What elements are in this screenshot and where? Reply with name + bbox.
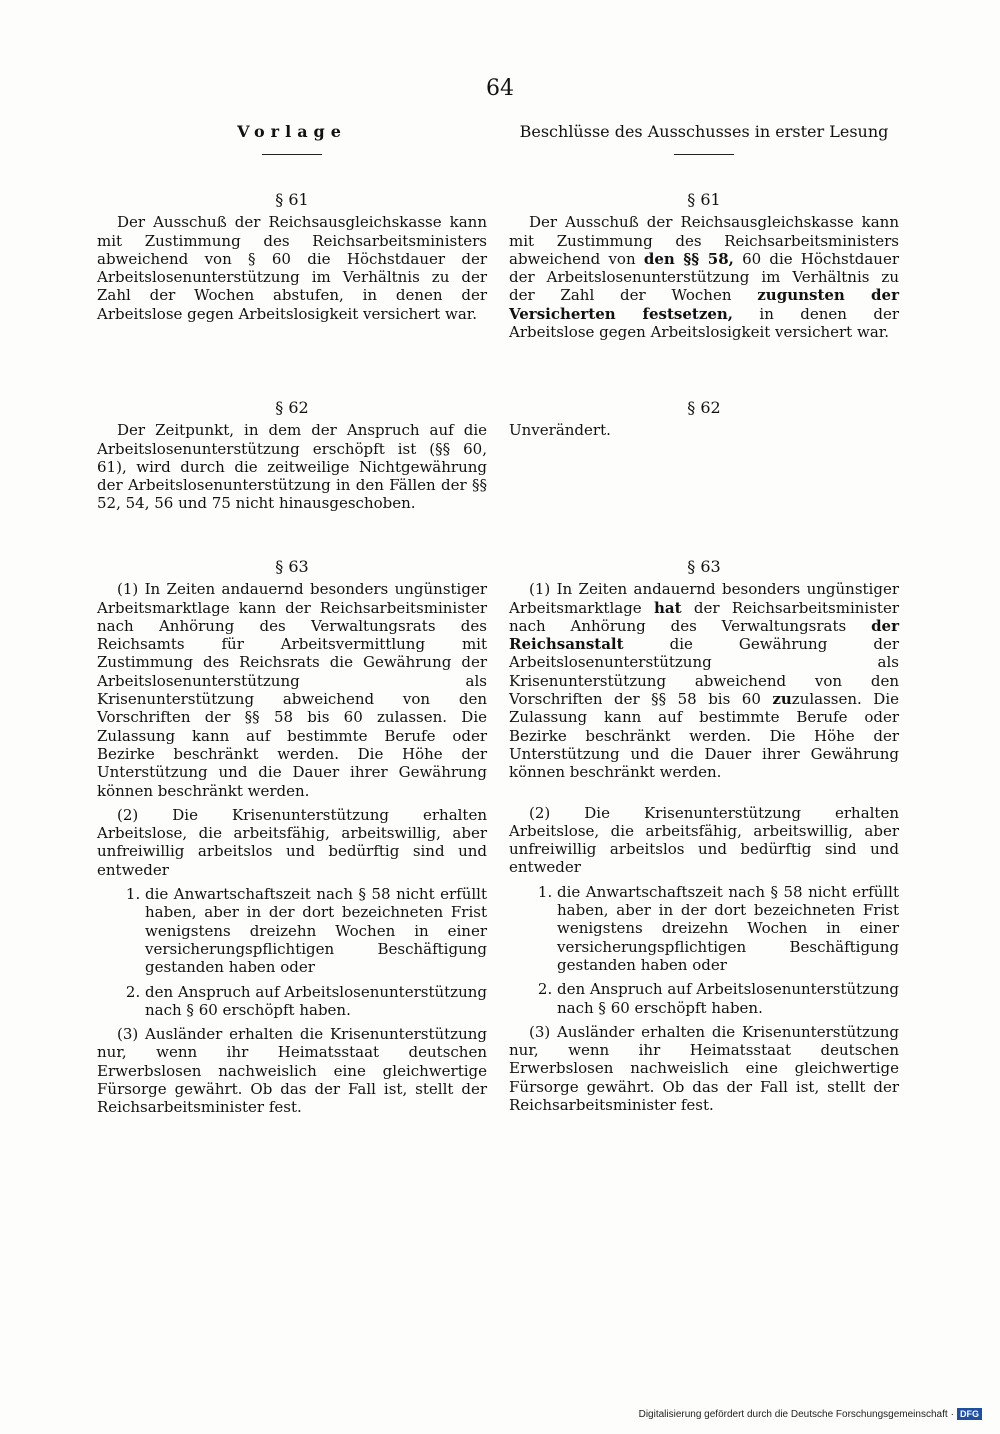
list-item-1: 1. die Anwartschaftszeit nach § 58 nicht erfüllt haben, aber in der dort bezeichneten Frist wenigstens dreizehn Wochen in einer versicherungspflichtigen Beschäftigung gestanden haben oder	[145, 885, 487, 976]
paragraph-1	[509, 580, 899, 781]
section-title: § 61	[275, 190, 309, 209]
right-column-heading: Beschlüsse des Ausschusses in erster Lesung	[519, 122, 889, 141]
paragraph-2: (2) Die Krisenunterstützung erhalten Arbeitslose, die arbeitsfähig, arbeitswillig, aber unfreiwillig arbeitslos und bedürftig sind und entweder	[509, 803, 899, 877]
right-section-61	[509, 191, 899, 347]
page-number: 64	[486, 76, 514, 101]
section-text	[509, 213, 899, 341]
text-run: (1) In Zeiten andauernd besonders ungünstiger Arbeitsmarktlage	[509, 580, 899, 617]
amended-text: der Reichsanstalt	[509, 616, 899, 654]
text-run: 60 die Höchstdauer der Arbeitslosenunterstützung im Verhältnis zu der Zahl der Wochen	[509, 249, 899, 305]
text-run: Der Ausschuß der Reichsausgleichskasse kann mit Zustimmung des Reichsarbeitsministers abweichend von	[509, 213, 899, 268]
left-section-63	[97, 558, 487, 1123]
amended-text: zu	[772, 690, 792, 709]
section-text: Der Ausschuß der Reichsausgleichskasse kann mit Zustimmung des Reichsarbeitsministers abweichend von § 60 die Höchstdauer der Arbeitslosenunterstützung im Verhältnis zu der Zahl der Wochen abstufen, in denen der Arbeitslose gegen Arbeitslosigkeit versichert war.	[97, 213, 487, 323]
right-heading-rule	[674, 154, 734, 155]
section-title: § 62	[687, 398, 721, 417]
text-run: zulassen. Die Zulassung kann auf bestimmte Berufe oder Bezirke beschränkt werden. Die Höhe der Unterstützung und die Dauer ihrer Gewährung können beschränkt werden.	[509, 690, 899, 782]
left-heading-rule	[262, 154, 322, 155]
section-title: § 63	[687, 557, 721, 576]
section-title: § 61	[687, 190, 721, 209]
footer-separator: ·	[950, 1408, 954, 1420]
amended-text: hat	[654, 598, 682, 617]
paragraph-3: (3) Ausländer erhalten die Krisenunterstützung nur, wenn ihr Heimatsstaat deutschen Erwerbslosen nachweislich eine gleichwertige Fürsorge gewährt. Ob das der Fall ist, stellt der Reichsarbeitsminister fest.	[509, 1022, 899, 1115]
text-run: der Reichsarbeitsminister nach Anhörung des Verwaltungsrats	[509, 598, 899, 635]
list-item-1: 1. die Anwartschaftszeit nach § 58 nicht erfüllt haben, aber in der dort bezeichneten Frist wenigstens dreizehn Wochen in einer versicherungspflichtigen Beschäftigung gestanden haben oder	[557, 883, 899, 974]
paragraph-3: (3) Ausländer erhalten die Krisenunterstützung nur, wenn ihr Heimatsstaat deutschen Erwerbslosen nachweislich eine gleichwertige Fürsorge gewährt. Ob das der Fall ist, stellt der Reichsarbeitsminister fest.	[97, 1025, 487, 1117]
section-title: § 63	[275, 557, 309, 576]
left-column-heading: Vorlage	[237, 122, 347, 141]
list-item-2: 2. den Anspruch auf Arbeitslosenunterstützung nach § 60 erschöpft haben.	[145, 983, 487, 1020]
digitization-footer	[639, 1408, 982, 1420]
text-run: die Gewährung der Arbeitslosenunterstützung als Krisenunterstützung abweichend von den Vorschriften der §§ 58 bis 60	[509, 635, 899, 709]
footer-text: Digitalisierung gefördert durch die Deutsche Forschungsgemeinschaft	[638, 1408, 948, 1420]
list-item-2: 2. den Anspruch auf Arbeitslosenunterstützung nach § 60 erschöpft haben.	[557, 980, 899, 1017]
right-section-63	[509, 558, 899, 1120]
paragraph-1: (1) In Zeiten andauernd besonders ungünstiger Arbeitsmarktlage kann der Reichsarbeitsminister nach Anhörung des Verwaltungsrats des Reichsamts für Arbeitsvermittlung mit Zustimmung des Reichsrats die Gewährung der Arbeitslosenunterstützung als Krisenunterstützung abweichend von den Vorschriften der §§ 58 bis 60 zulassen. Die Zulassung kann auf bestimmte Berufe oder Bezirke beschränkt werden. Die Höhe der Unterstützung und die Dauer ihrer Gewährung können beschränkt werden.	[97, 580, 487, 800]
left-section-62	[97, 399, 487, 519]
right-section-62	[509, 399, 899, 446]
section-text: Der Zeitpunkt, in dem der Anspruch auf die Arbeitslosenunterstützung erschöpft ist (§§ 60, 61), wird durch die zeitweilige Nichtgewährung der Arbeitslosenunterstützung in den Fällen der §§ 52, 54, 56 und 75 nicht hinausgeschoben.	[97, 421, 487, 513]
section-title: § 62	[275, 398, 309, 417]
dfg-logo-icon: DFG	[957, 1408, 982, 1420]
text-run: in denen der Arbeitslose gegen Arbeitslosigkeit versichert war.	[509, 304, 899, 342]
section-text: Unverändert.	[509, 421, 611, 440]
amended-text: zugunsten der Versicherten festsetzen,	[509, 286, 899, 323]
paragraph-2: (2) Die Krisenunterstützung erhalten Arbeitslose, die arbeitsfähig, arbeitswillig, aber unfreiwillig arbeitslos und bedürftig sind und entweder	[97, 805, 487, 879]
left-section-61	[97, 191, 487, 329]
amended-text: den §§ 58,	[643, 249, 734, 268]
